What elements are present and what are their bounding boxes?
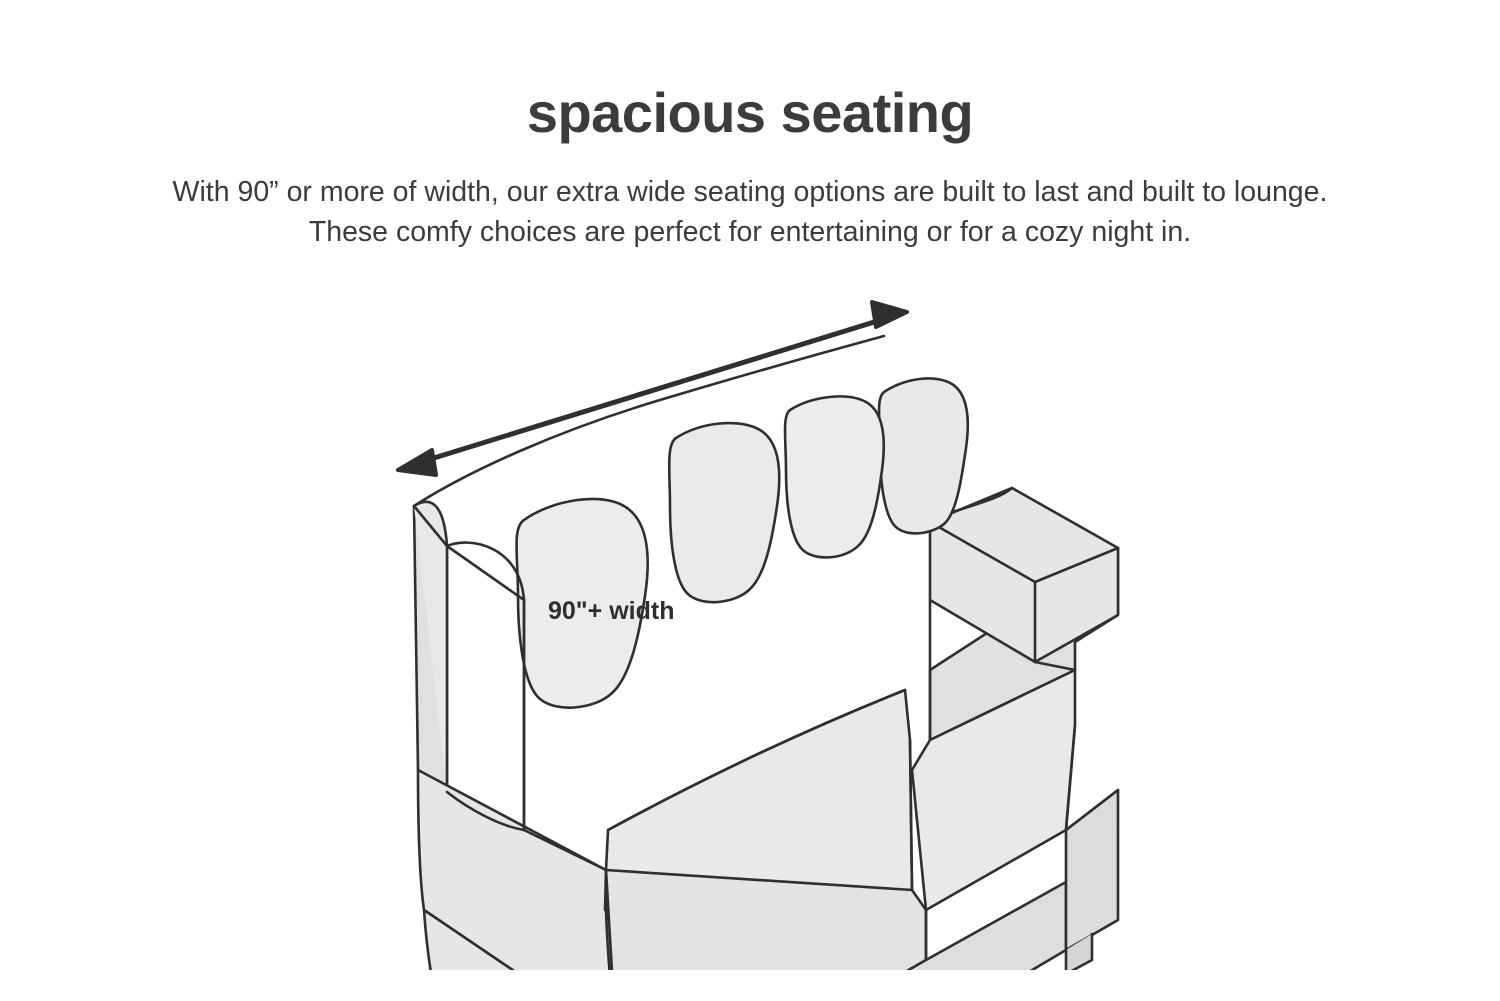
- page-subcopy: [150, 172, 1350, 253]
- subcopy-line-2: These comfy choices are perfect for entertaining or for a cozy night in.: [308, 216, 1192, 249]
- subcopy-line-1: With 90” or more of width, our extra wide seating options are built to last and built to lounge.: [172, 176, 1328, 208]
- sofa-diagram-svg: [0, 270, 1500, 970]
- sofa-illustration: [0, 270, 1500, 970]
- page-title: spacious seating: [526, 81, 974, 144]
- dimension-label: 90"+ width: [548, 597, 675, 625]
